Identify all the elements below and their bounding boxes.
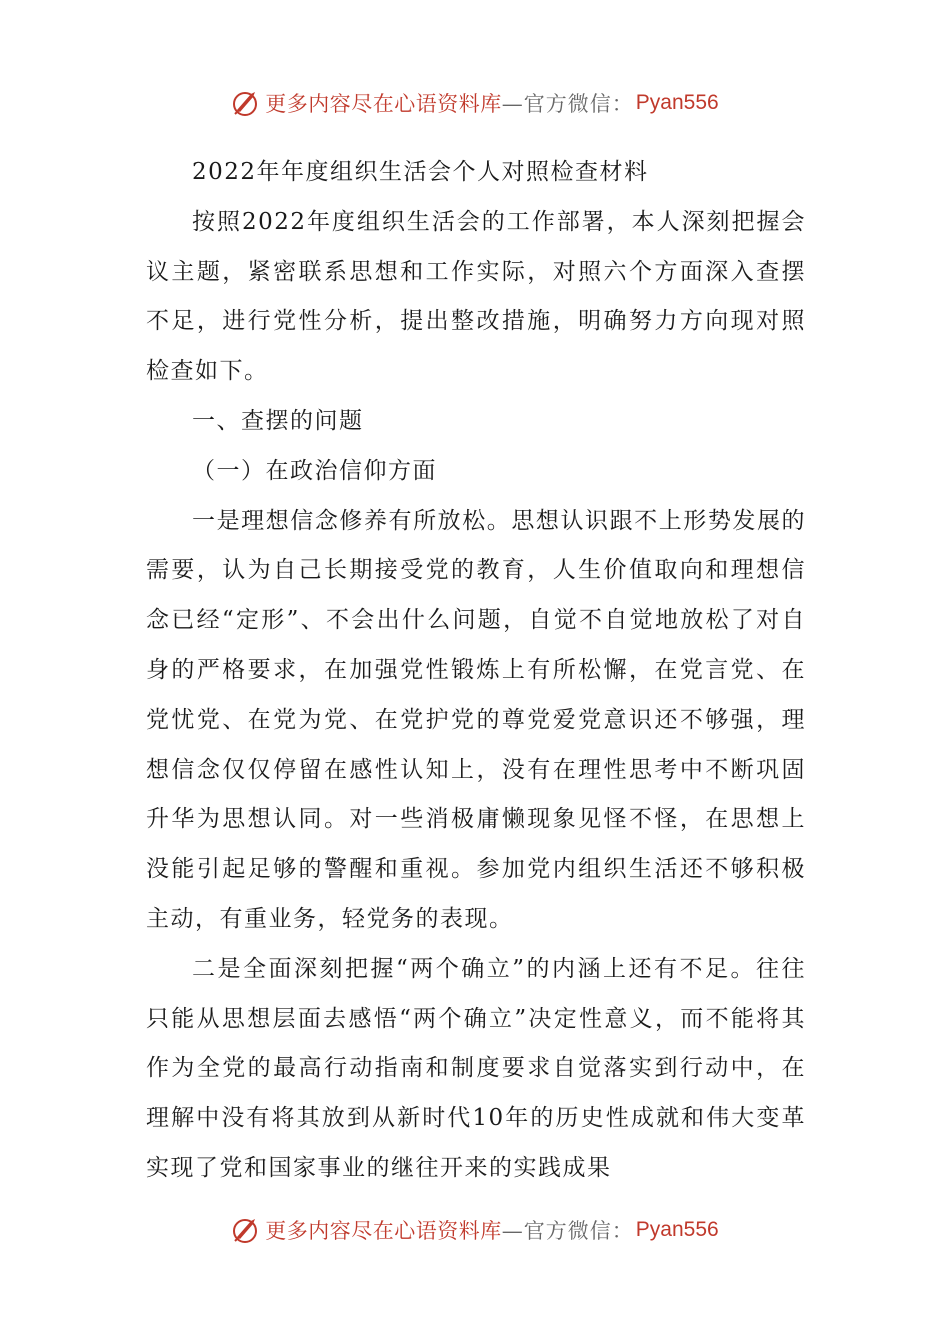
banner-official-text: —官方微信： (501, 92, 634, 116)
header-banner (0, 83, 950, 123)
quill-logo-icon (231, 88, 261, 118)
quill-logo-icon (231, 1215, 261, 1245)
subsection-heading: （一）在政治信仰方面 (192, 457, 437, 484)
document-body (146, 148, 806, 1194)
intro-paragraph: 按照2022年度组织生活会的工作部署，本人深刻把握会议主题，紧密联系思想和工作实际，对照六个方面深入查摆不足，进行党性分析，提出整改措施，明确努力方向现对照检查如下。 (146, 208, 806, 385)
point-two-paragraph: 二是全面深刻把握“两个确立”的内涵上还有不足。往往只能从思想层面去感悟“两个确立”决定性意义，而不能将其作为全党的最高行动指南和制度要求自觉落实到行动中，在理解中没有将其放到从新时代10年的历史性成就和伟大变革实现了党和国家事业的继往开来的实践成果 (146, 955, 806, 1181)
banner-site-text: 更多内容尽在心语资料库 (265, 1219, 502, 1243)
footer-banner (0, 1210, 950, 1250)
banner-site-text: 更多内容尽在心语资料库 (265, 92, 502, 116)
point-one-paragraph: 一是理想信念修养有所放松。思想认识跟不上形势发展的需要，认为自己长期接受党的教育，人生价值取向和理想信念已经“定形”、不会出什么问题，自觉不自觉地放松了对自身的严格要求，在加强党性锻炼上有所松懈，在党言党、在党忧党、在党为党、在党护党的尊党爱党意识还不够强，理想信念仅仅停留在感性认知上，没有在理性思考中不断巩固升华为思想认同。对一些消极庸懒现象见怪不怪，在思想上没能引起足够的警醒和重视。参加党内组织生活还不够积极主动，有重业务，轻党务的表现。 (146, 507, 806, 932)
banner-official-text: —官方微信： (501, 1219, 634, 1243)
document-title: 2022年年度组织生活会个人对照检查材料 (192, 159, 649, 185)
banner-wechat-id: Pyan556 (635, 91, 719, 114)
banner-wechat-id: Pyan556 (635, 1218, 719, 1241)
section-heading: 一、查摆的问题 (192, 407, 364, 434)
